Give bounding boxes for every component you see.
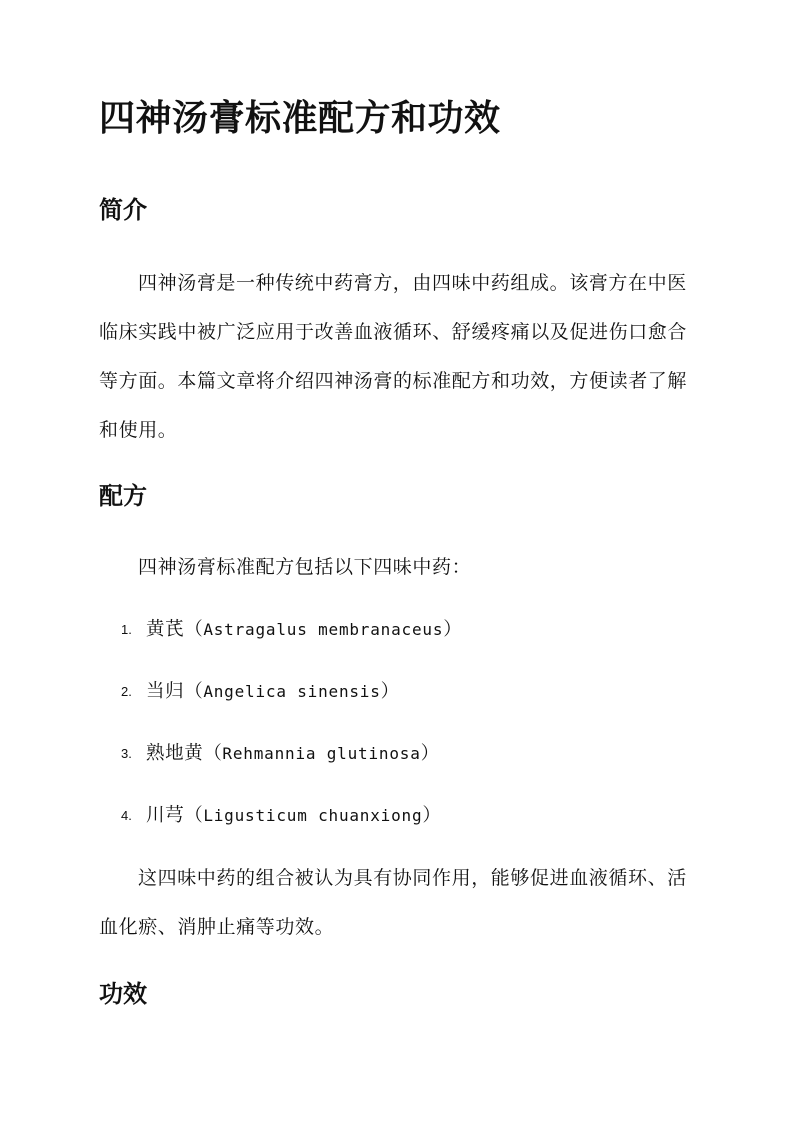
- paren-close: ）: [380, 681, 400, 702]
- intro-paragraph: 四神汤膏是一种传统中药膏方，由四味中药组成。该膏方在中医临床实践中被广泛应用于改善血液循环、舒缓疼痛以及促进伤口愈合等方面。本篇文章将介绍四神汤膏的标准配方和功效，方便读者了解和使用。: [99, 272, 688, 441]
- herb-entry: [146, 739, 440, 769]
- list-number: 1.: [121, 622, 132, 637]
- herb-latin-name: Angelica sinensis: [203, 682, 381, 701]
- list-number: 4.: [121, 808, 132, 823]
- list-item: [0, 615, 800, 645]
- formula-summary: 这四味中药的组合被认为具有协同作用，能够促进血液循环、活血化瘀、消肿止痛等功效。: [99, 867, 687, 938]
- paren-open: （: [203, 743, 223, 764]
- paren-open: （: [184, 619, 204, 640]
- list-item: [0, 801, 800, 831]
- herb-entry: [146, 677, 400, 707]
- herb-entry: [146, 615, 462, 645]
- page-title: 四神汤膏标准配方和功效: [99, 97, 501, 139]
- herb-name: 川芎: [146, 805, 185, 826]
- section-heading-formula: 配方: [99, 481, 147, 510]
- list-item: [0, 739, 800, 769]
- herb-latin-name: Astragalus membranaceus: [203, 620, 444, 639]
- herb-entry: [146, 801, 442, 831]
- paren-close: ）: [420, 743, 440, 764]
- list-item: [0, 677, 800, 707]
- list-number: 3.: [121, 746, 132, 761]
- herb-latin-name: Ligusticum chuanxiong: [203, 806, 423, 825]
- paren-close: ）: [422, 805, 442, 826]
- herb-name: 当归: [146, 681, 185, 702]
- herb-latin-name: Rehmannia glutinosa: [222, 744, 421, 763]
- paren-open: （: [184, 805, 204, 826]
- herb-name: 熟地黄: [146, 743, 204, 764]
- herb-name: 黄芪: [146, 619, 185, 640]
- section-heading-effects: 功效: [99, 979, 147, 1008]
- section-heading-intro: 简介: [99, 195, 147, 224]
- formula-lead: 四神汤膏标准配方包括以下四味中药：: [138, 556, 472, 578]
- list-number: 2.: [121, 684, 132, 699]
- paren-close: ）: [443, 619, 463, 640]
- paren-open: （: [184, 681, 204, 702]
